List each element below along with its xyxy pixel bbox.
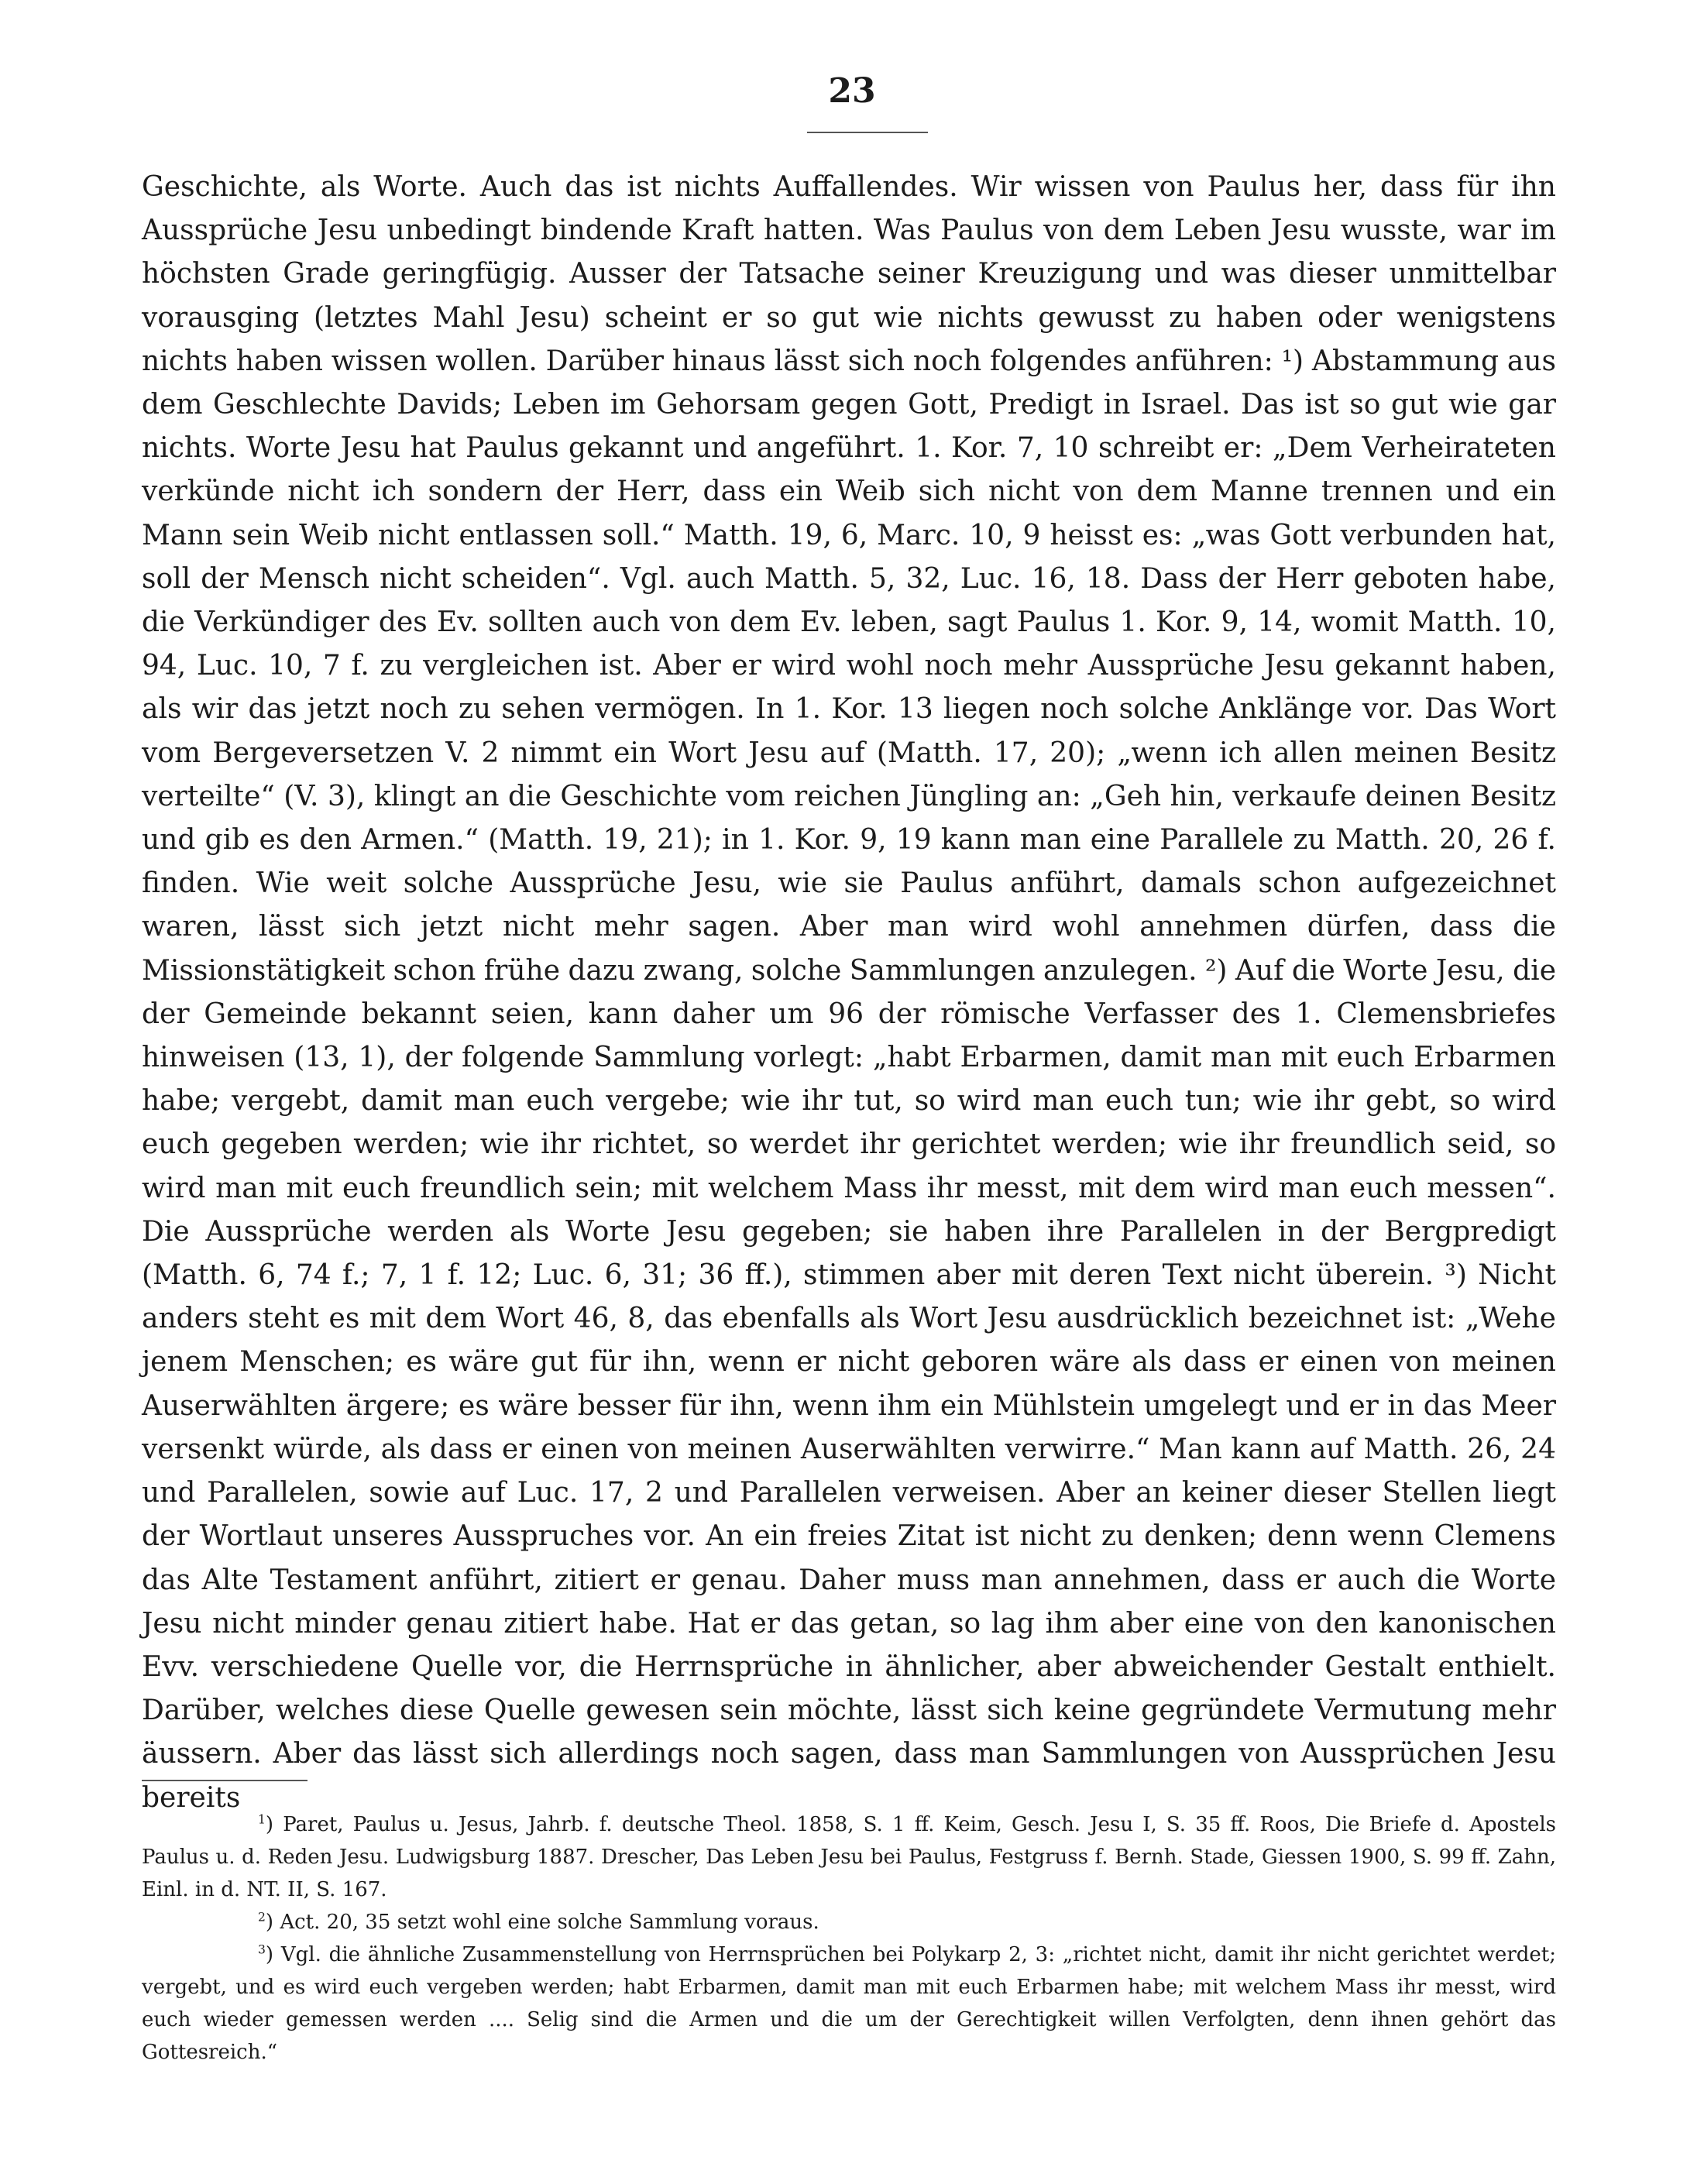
main-text: Geschichte, als Worte. Auch das ist nichts Auffallendes. Wir wissen von Paulus her, dass für ihn Aussprüche Jesu unbedingt bindende Kraft hatten. Was Paulus von dem Leben Jesu wusste, war im höchsten Grade geringfügig. Ausser der Tatsache seiner Kreuzigung und was dieser unmittelbar vorausging (letztes Mahl Jesu) scheint er so gut wie nichts gewusst zu haben oder wenigstens nichts haben wissen wollen. Darüber hinaus lässt sich noch folgendes anführen: ¹) Abstammung aus dem Geschlechte Davids; Leben im Gehorsam gegen Gott, Predigt in Israel. Das ist so gut wie gar nichts. Worte Jesu hat Paulus gekannt und angeführt. 1. Kor. 7, 10 schreibt er: „Dem Verheirateten verkünde nicht ich sondern der Herr, dass ein Weib sich nicht von dem Manne trennen und ein Mann sein Weib nicht entlassen soll.“ Matth. 19, 6, Marc. 10, 9 heisst es: „was Gott verbunden hat, soll der Mensch nicht scheiden“. Vgl. auch Matth. 5, 32, Luc. 16, 18. Dass der Herr geboten habe, die Verkündiger des Ev. sollten auch von dem Ev. leben, sagt Paulus 1. Kor. 9, 14, womit Matth. 10, 94, Luc. 10, 7 f. zu vergleichen ist. Aber er wird wohl noch mehr Aussprüche Jesu gekannt haben, als wir das jetzt noch zu sehen vermögen. In 1. Kor. 13 liegen noch solche Anklänge vor. Das Wort vom Bergeversetzen V. 2 nimmt ein Wort Jesu auf (Matth. 17, 20); „wenn ich allen meinen Besitz verteilte“ (V. 3), klingt an die Geschichte vom reichen Jüngling an: „Geh hin, verkaufe deinen Besitz und gib es den Armen.“ (Matth. 19, 21); in 1. Kor. 9, 19 kann man eine Parallele zu Matth. 20, 26 f. finden. Wie weit solche Aussprüche Jesu, wie sie Paulus anführt, damals schon aufgezeichnet waren, lässt sich jetzt nicht mehr sagen. Aber man wird wohl annehmen dürfen, dass die Missionstätigkeit schon frühe dazu zwang, solche Sammlungen anzulegen. ²) Auf die Worte Jesu, die der Gemeinde bekannt seien, kann daher um 96 der römische Verfasser des 1. Clemensbriefes hinweisen (13, 1), der folgende Sammlung vorlegt: „habt Erbarmen, damit man mit euch Erbarmen habe; vergebt, damit man euch vergebe; wie ihr tut, so wird man euch tun; wie ihr gebt, so wird euch gegeben werden; wie ihr richtet, so werdet ihr gerichtet werden; wie ihr freundlich seid, so wird man mit euch freundlich sein; mit welchem Mass ihr messt, mit dem wird man euch messen“. Die Aussprüche werden als Worte Jesu gegeben; sie haben ihre Parallelen in der Bergpredigt (Matth. 6, 74 f.; 7, 1 f. 12; Luc. 6, 31; 36 ff.), stimmen aber mit deren Text nicht überein. ³) Nicht anders steht es mit dem Wort 46, 8, das ebenfalls als Wort Jesu ausdrücklich bezeichnet ist: „Wehe jenem Menschen; es wäre gut für ihn, wenn er nicht geboren wäre als dass er einen von meinen Auserwählten ärgere; es wäre besser für ihn, wenn ihm ein Mühlstein umgelegt und er in das Meer versenkt würde, als dass er einen von meinen Auserwählten verwirre.“ Man kann auf Matth. 26, 24 und Parallelen, sowie auf Luc. 17, 2 und Parallelen verweisen. Aber an keiner dieser Stellen liegt der Wortlaut unseres Ausspruches vor. An ein freies Zitat ist nicht zu denken; denn wenn Clemens das Alte Testament anführt, zitiert er genau. Daher muss man annehmen, dass er auch die Worte Jesu nicht minder genau zitiert habe. Hat er das getan, so lag ihm aber eine von den kanonischen Evv. verschiedene Quelle vor, die Herrnsprüche in ähnlicher, aber abweichender Gestalt enthielt. Darüber, welches diese Quelle gewesen sein möchte, lässt sich keine gegründete Vermutung mehr äussern. Aber das lässt sich allerdings noch sagen, dass man Sammlungen von Aussprüchen Jesu bereits	[142, 171, 1556, 1814]
page-number: 23	[828, 71, 876, 111]
footnote-rule	[142, 1780, 307, 1781]
footnote-text: Act. 20, 35 setzt wohl eine solche Sammlung voraus.	[280, 1911, 819, 1934]
footnote-marker: 1	[258, 1812, 266, 1827]
footnote-marker: 3	[258, 1942, 266, 1957]
footnote-2: $^2$) Act. 20, 35 setzt wohl eine solche Sammlung voraus.	[258, 1910, 819, 1934]
footnote-3: $^3$) Vgl. die ähnliche Zusammenstellung von Herrnsprüchen bei Polykarp 2, 3: „richtet nicht, damit ihr nicht gerichtet werdet; vergebt, und es wird euch vergeben werden; habt Erbarmen, damit man mit euch Erbarmen habe; mit welchem Mass ihr messt, wird euch wieder gemessen werden .... Selig sind die Armen und die um der Gerechtigkeit willen Verfolgten, denn ihnen gehört das Gottesreich.“	[142, 1942, 1556, 2064]
header-rule	[807, 132, 928, 133]
footnote-marker: 2	[258, 1910, 266, 1925]
footnote-text: Vgl. die ähnliche Zusammenstellung von Herrnsprüchen bei Polykarp 2, 3: „richtet nicht, damit ihr nicht gerichtet werdet; vergebt, und es wird euch vergeben werden; habt Erbarmen, damit man mit euch Erbarmen habe; mit welchem Mass ihr messt, wird euch wieder gemessen werden .... Selig sind die Armen und die um der Gerechtigkeit willen Verfolgten, denn ihnen gehört das Gottesreich.“	[142, 1943, 1556, 2064]
footnote-text: Paret, Paulus u. Jesus, Jahrb. f. deutsche Theol. 1858, S. 1 ff. Keim, Gesch. Jesu I, S. 35 ff. Roos, Die Briefe d. Apostels Paulus u. d. Reden Jesu. Ludwigsburg 1887. Drescher, Das Leben Jesu bei Paulus, Festgruss f. Bernh. Stade, Giessen 1900, S. 99 ff. Zahn, Einl. in d. NT. II, S. 167.	[142, 1813, 1556, 1901]
footnotes	[142, 1808, 1556, 2069]
footnote-1: $^1$) Paret, Paulus u. Jesus, Jahrb. f. deutsche Theol. 1858, S. 1 ff. Keim, Gesch. Jesu I, S. 35 ff. Roos, Die Briefe d. Apostels Paulus u. d. Reden Jesu. Ludwigsburg 1887. Drescher, Das Leben Jesu bei Paulus, Festgruss f. Bernh. Stade, Giessen 1900, S. 99 ff. Zahn, Einl. in d. NT. II, S. 167.	[142, 1812, 1556, 1901]
